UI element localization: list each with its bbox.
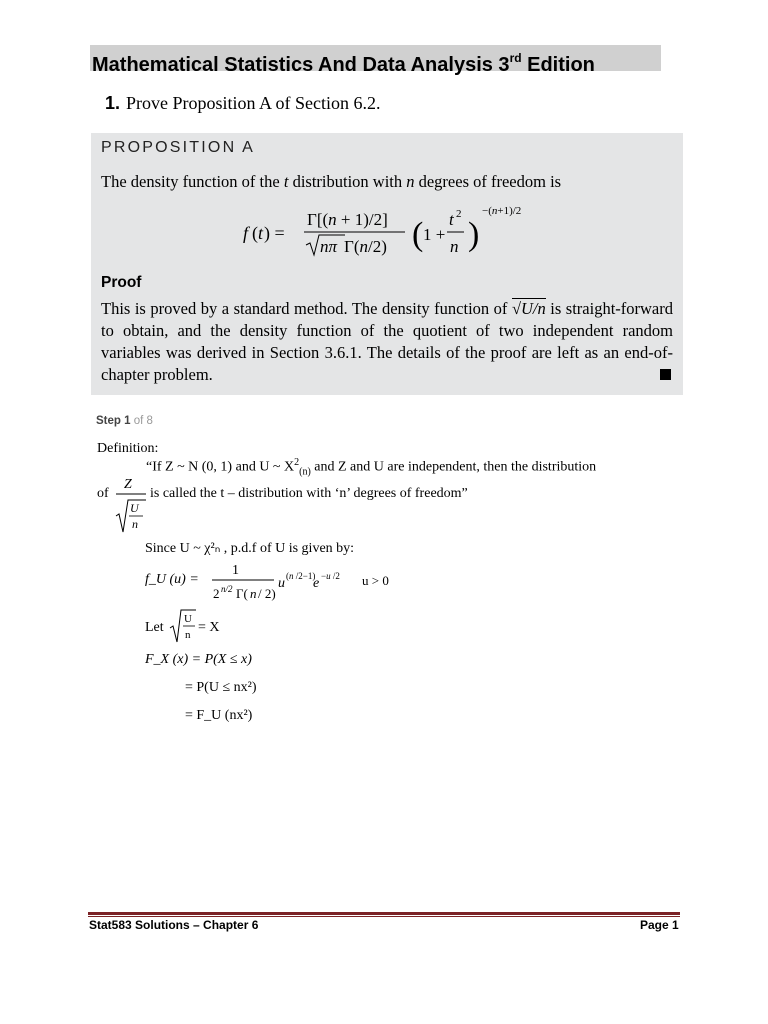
svg-text:Γ(n/2): Γ(n/2) bbox=[344, 237, 387, 256]
svg-text:n: n bbox=[250, 586, 257, 601]
svg-text:n: n bbox=[450, 237, 459, 256]
problem-statement: 1. Prove Proposition A of Section 6.2. bbox=[105, 93, 381, 113]
definition-quote-line1: “If Z ~ N (0, 1) and U ~ $X^2_{(n)}$ and Z and U are independent, then the distribution bbox=[146, 457, 597, 478]
svg-text:e: e bbox=[313, 576, 320, 591]
svg-text:Γ[(n + 1)/2]: Γ[(n + 1)/2] bbox=[307, 210, 388, 229]
svg-text:f: f bbox=[243, 223, 249, 243]
svg-text:1: 1 bbox=[232, 563, 239, 578]
qed-square bbox=[660, 369, 671, 380]
svg-text:Z: Z bbox=[124, 477, 132, 492]
svg-text:(: ( bbox=[412, 216, 424, 253]
svg-text:Γ(: Γ( bbox=[236, 586, 248, 601]
svg-text:): ) bbox=[468, 216, 480, 253]
pdf-lhs: f_U (u) = bbox=[145, 572, 199, 587]
let-label: Let bbox=[145, 620, 164, 635]
svg-text:−(n+1)/2: −(n+1)/2 bbox=[482, 205, 522, 217]
footer-chapter: Stat583 Solutions – Chapter 6 bbox=[89, 918, 259, 932]
document-title: Mathematical Statistics And Data Analysis 3rd Edition bbox=[92, 51, 595, 76]
proposition-statement: The density function of the t distribution with n degrees of freedom is bbox=[101, 172, 562, 191]
step-label: Step 1 of 8 bbox=[96, 415, 153, 427]
svg-text:n/2: n/2 bbox=[221, 584, 233, 594]
proposition-heading: PROPOSITION A bbox=[101, 139, 255, 156]
svg-text:nπ: nπ bbox=[320, 237, 338, 256]
t-density-formula bbox=[240, 195, 540, 265]
definition-label: Definition: bbox=[97, 441, 159, 456]
let-rhs: = X bbox=[198, 620, 220, 635]
svg-text:2: 2 bbox=[213, 586, 220, 601]
definition-of: of bbox=[97, 486, 109, 501]
footer-page-number: Page 1 bbox=[640, 918, 679, 932]
svg-text:u: u bbox=[278, 576, 285, 591]
z-over-sqrt-u-n bbox=[112, 472, 148, 536]
cdf-line-2: = P(U ≤ nx²) bbox=[185, 680, 257, 695]
pdf-u-formula bbox=[210, 558, 360, 604]
footer-rule bbox=[88, 912, 680, 915]
svg-text:/ 2): / 2) bbox=[258, 586, 276, 601]
svg-text:2: 2 bbox=[456, 208, 462, 220]
svg-text:(: ( bbox=[252, 223, 258, 243]
svg-text:U: U bbox=[184, 613, 192, 625]
svg-text:U: U bbox=[130, 501, 139, 515]
sqrt-u-over-n bbox=[168, 606, 198, 646]
svg-text:n: n bbox=[185, 629, 191, 641]
svg-text:t: t bbox=[258, 223, 264, 243]
svg-text:(n /2−1): (n /2−1) bbox=[286, 571, 316, 581]
cdf-line-3: = F_U (nx²) bbox=[185, 708, 253, 723]
since-statement: Since U ~ χ²ₙ , p.d.f of U is given by: bbox=[145, 541, 355, 556]
proof-heading: Proof bbox=[101, 274, 142, 291]
svg-text:1 +: 1 + bbox=[423, 225, 446, 244]
svg-text:) =: ) = bbox=[264, 223, 285, 243]
svg-text:t: t bbox=[449, 210, 454, 229]
cdf-line-1: F_X (x) = P(X ≤ x) bbox=[145, 652, 252, 667]
definition-quote-line2: is called the t – distribution with ‘n’ degrees of freedom” bbox=[150, 486, 468, 501]
svg-text:n: n bbox=[132, 517, 138, 531]
svg-text:−u /2: −u /2 bbox=[321, 571, 340, 581]
pdf-condition: u > 0 bbox=[362, 573, 389, 588]
footer-rule-thin bbox=[88, 916, 680, 917]
proof-body: This is proved by a standard method. The density function of √U/n is straight-forward to obtain, and the density function of the quotient of two independent random variables was derived in Section 3.6.1. The details of the proof are left as an end-of-chapter problem. bbox=[101, 299, 673, 384]
